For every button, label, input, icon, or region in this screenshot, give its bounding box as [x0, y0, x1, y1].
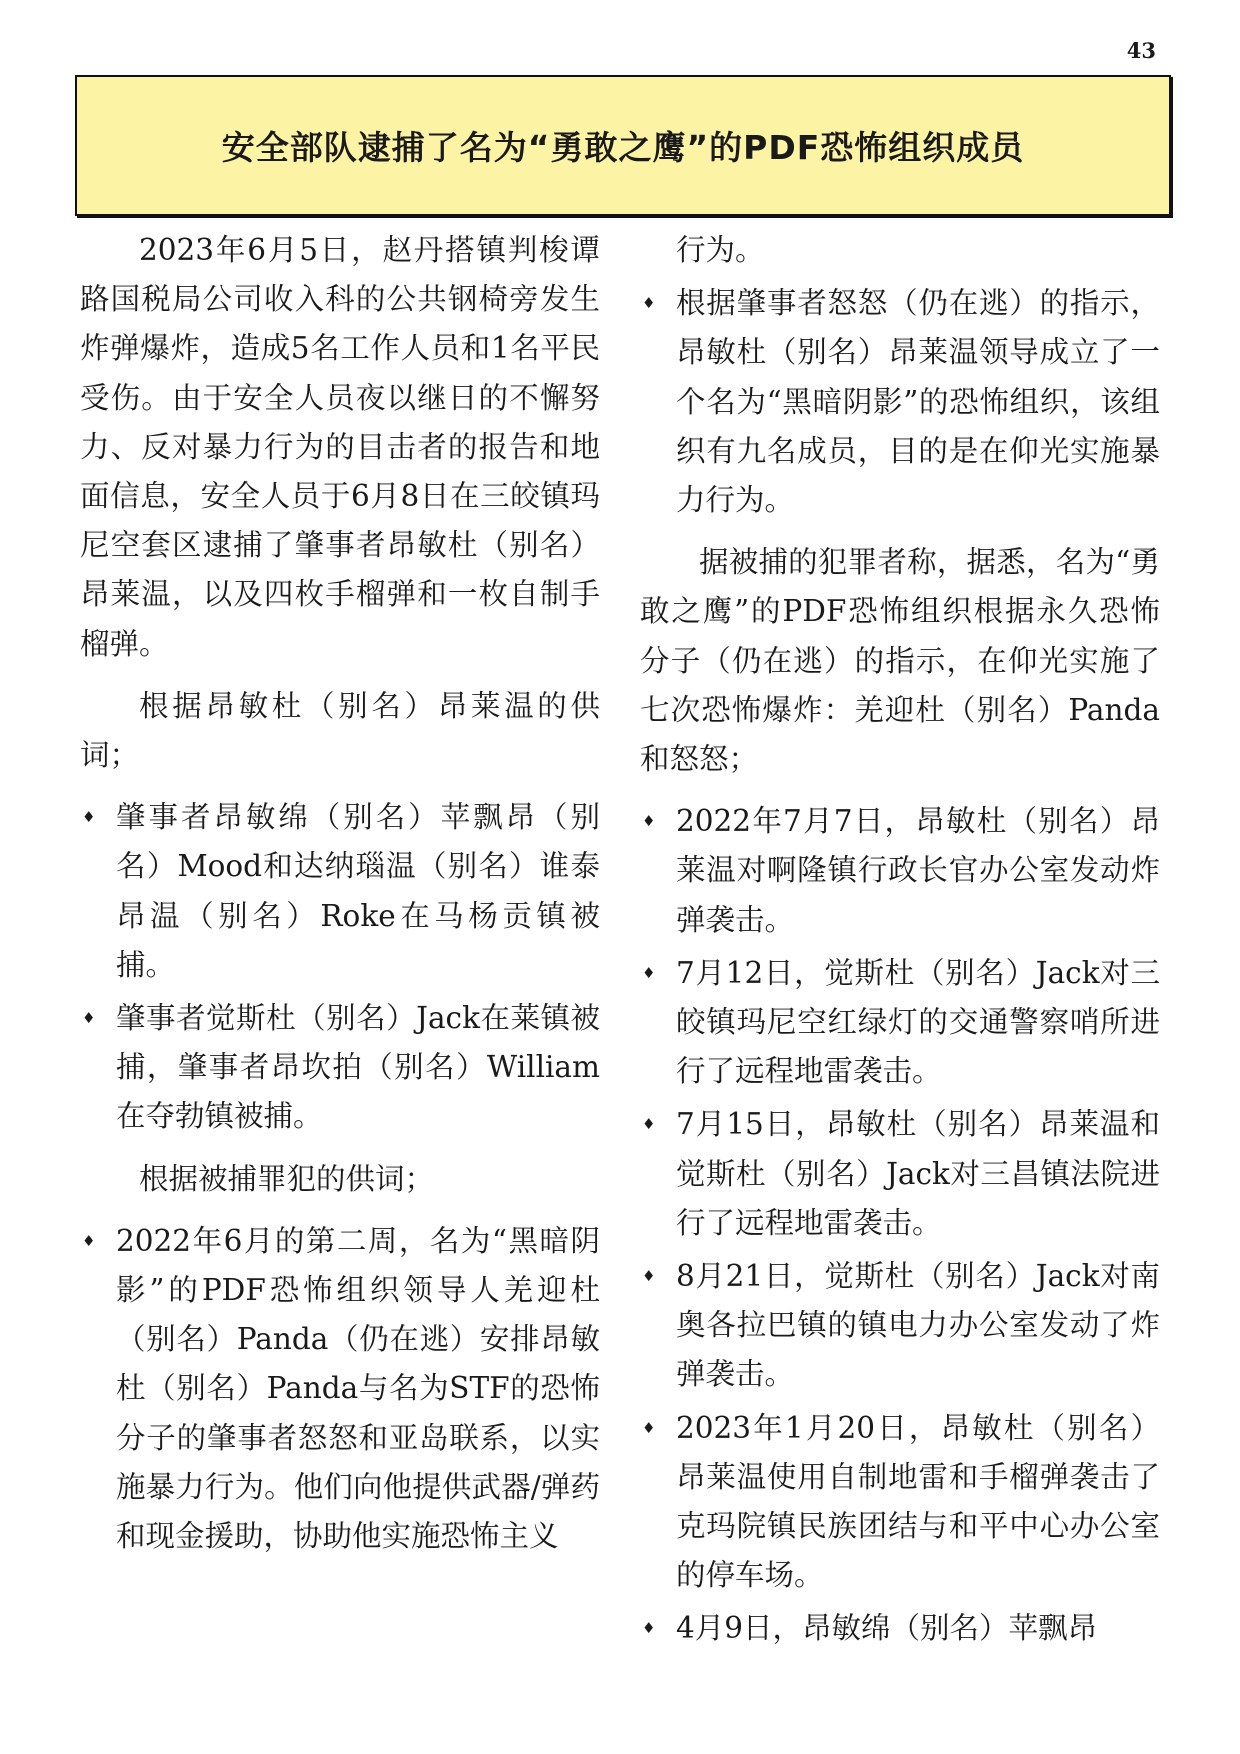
bullet-list	[80, 793, 600, 1141]
paragraph: 2023年6月5日，赵丹搭镇判梭谭路国税局公司收入科的公共钢椅旁发生炸弹爆炸，造成5名工作人员和1名平民受伤。由于安全人员夜以继日的不懈努力、反对暴力行为的目击者的报告和地面信息，安全人员于6月8日在三皎镇玛尼空套区逮捕了肇事者昂敏杜（别名）昂莱温，以及四枚手榴弹和一枚自制手榴弹。	[80, 233, 600, 661]
list-item-text: 4月9日，昂敏绵（别名）苹飘昂	[676, 1611, 1098, 1646]
diamond-bullet-icon: ♦	[642, 294, 656, 313]
diamond-bullet-icon: ♦	[642, 1267, 656, 1286]
list-item	[640, 949, 1160, 1097]
list-item-text: 2023年1月20日，昂敏杜（别名）昂莱温使用自制地雷和手榴弹袭击了克玛院镇民族团结与和平中心办公室的停车场。	[676, 1410, 1160, 1593]
list-item-text: 根据肇事者怒怒（仍在逃）的指示，昂敏杜（别名）昂莱温领导成立了一个名为“黑暗阴影”的恐怖组织，该组织有九名成员，目的是在仰光实施暴力行为。	[676, 286, 1160, 518]
list-item-text: 肇事者觉斯杜（别名）Jack在莱镇被捕，肇事者昂坎拍（别名）William在夺勃镇被捕。	[116, 1001, 600, 1134]
diamond-bullet-icon: ♦	[82, 1009, 96, 1028]
diamond-bullet-icon: ♦	[642, 1115, 656, 1134]
list-item-continuation	[640, 226, 1160, 275]
list-item	[640, 1604, 1160, 1653]
list-item	[640, 279, 1160, 525]
diamond-bullet-icon: ♦	[642, 812, 656, 831]
diamond-bullet-icon: ♦	[642, 1619, 656, 1638]
list-item	[640, 797, 1160, 945]
article-title: 安全部队逮捕了名为“勇敢之鹰”的PDF恐怖组织成员	[221, 128, 1025, 167]
list-item-text: 肇事者昂敏绵（别名）苹飘昂（别名）Mood和达纳瑙温（别名）谁泰昂温（别名）Roke在马杨贡镇被捕。	[116, 800, 600, 982]
bullet-list	[640, 797, 1160, 1653]
list-item-text: 7月12日，觉斯杜（别名）Jack对三皎镇玛尼空红绿灯的交通警察哨所进行了远程地雷袭击。	[676, 955, 1160, 1089]
list-item-text: 行为。	[676, 233, 765, 267]
diamond-bullet-icon: ♦	[642, 1418, 656, 1437]
list-item-text: 8月21日，觉斯杜（别名）Jack对南奥各拉巴镇的镇电力办公室发动了炸弹袭击。	[676, 1259, 1160, 1392]
diamond-bullet-icon: ♦	[82, 1231, 96, 1250]
paragraph: 据被捕的犯罪者称，据悉，名为“勇敢之鹰”的PDF恐怖组织根据永久恐怖分子（仍在逃）的指示，在仰光实施了七次恐怖爆炸：羌迎杜（别名）Panda和怒怒；	[640, 545, 1160, 777]
list-item-text: 2022年6月的第二周，名为“黑暗阴影”的PDF恐怖组织领导人羌迎杜（别名）Panda（仍在逃）安排昂敏杜（别名）Panda与名为STF的恐怖分子的肇事者怒怒和亚岛联系，以实施暴力行为。他们向他提供武器/弹药和现金援助，协助他实施恐怖主义	[116, 1223, 600, 1554]
list-item-text: 7月15日，昂敏杜（别名）昂莱温和觉斯杜（别名）Jack对三昌镇法院进行了远程地雷袭击。	[676, 1107, 1160, 1240]
left-column	[80, 226, 600, 1574]
right-column	[640, 226, 1160, 1667]
list-item-text: 2022年7月7日，昂敏杜（别名）昂莱温对啊隆镇行政长官办公室发动炸弹袭击。	[676, 804, 1160, 937]
diamond-bullet-icon: ♦	[82, 808, 96, 827]
list-item	[640, 1100, 1160, 1248]
title-box	[75, 75, 1171, 216]
list-item	[80, 793, 600, 990]
paragraph: 根据被捕罪犯的供词；	[139, 1161, 435, 1196]
list-item	[640, 1404, 1160, 1601]
page-number: 43	[1126, 38, 1156, 63]
diamond-bullet-icon: ♦	[642, 963, 656, 982]
list-item	[80, 994, 600, 1142]
bullet-list	[80, 1217, 600, 1561]
paragraph: 根据昂敏杜（别名）昂莱温的供词；	[80, 688, 600, 773]
bullet-list	[640, 226, 1160, 525]
list-item	[80, 1217, 600, 1561]
list-item	[640, 1252, 1160, 1400]
